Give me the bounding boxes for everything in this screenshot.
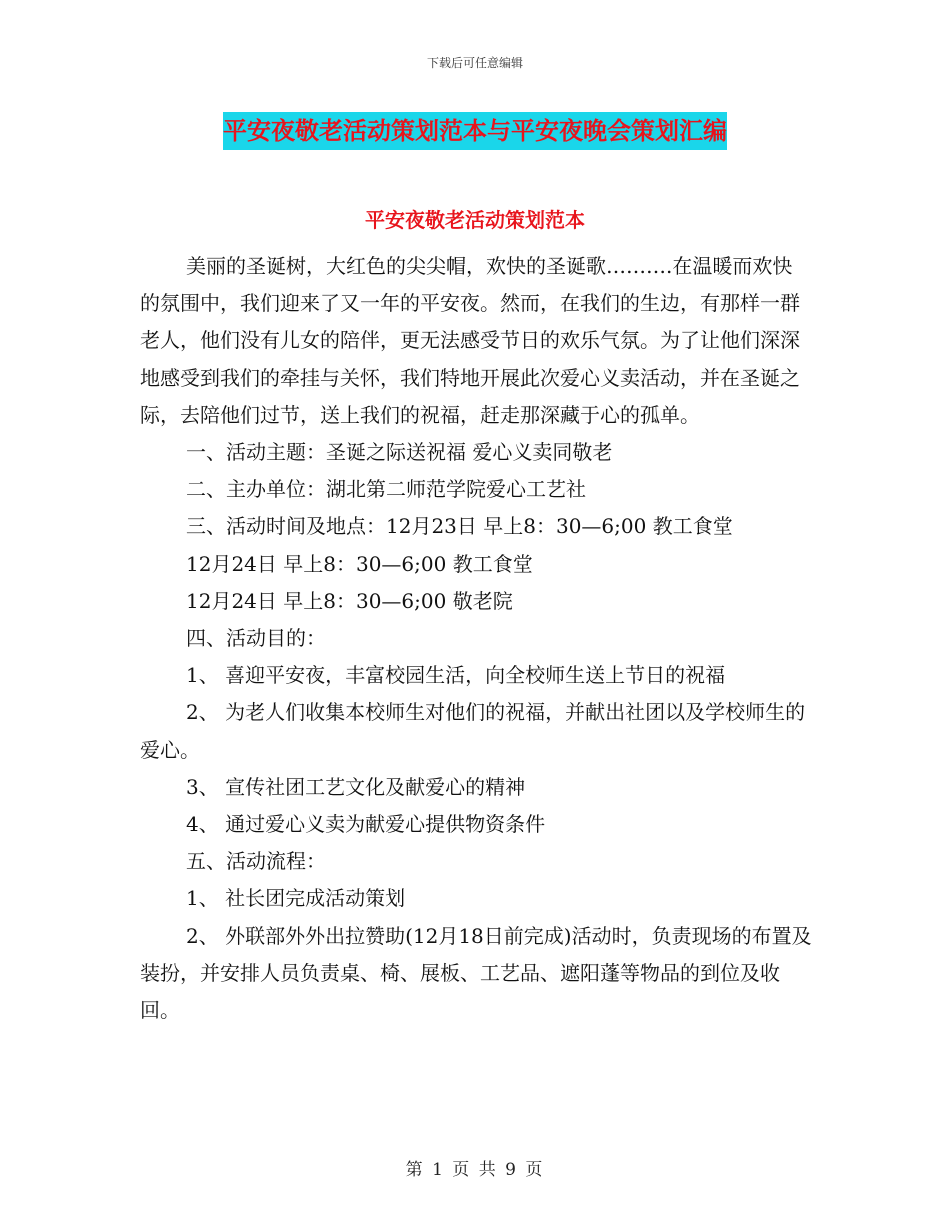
- paragraph-purpose-4: 4、 通过爱心义卖为献爱心提供物资条件: [186, 812, 546, 837]
- intro-paragraph: 美丽的圣诞树，大红色的尖尖帽，欢快的圣诞歌……….在温暖而欢快的氛围中，我们迎来了又一年的平安夜。然而，在我们的生边，有那样一群老人，他们没有儿女的陪伴，更无法感受节日的欢乐气氛。为了让他们深深地感受到我们的牵挂与关怀，我们特地开展此次爱心义卖活动，并在圣诞之际，去陪他们过节，送上我们的祝福，赶走那深藏于心的孤单。: [140, 254, 800, 427]
- paragraph-time-place-3: 12月24日 早上8：30—6;00 敬老院: [186, 588, 513, 613]
- paragraph-purpose-3: 3、 宣传社团工艺文化及献爱心的精神: [186, 774, 526, 799]
- paragraph-process-2: 2、 外联部外外出拉赞助(12月18日前完成)活动时，负责现场的布置及装扮，并安排人员负责桌、椅、展板、工艺品、遮阳蓬等物品的到位及收回。: [140, 923, 812, 1023]
- paragraph-theme: 一、活动主题：圣诞之际送祝福 爱心义卖同敬老: [186, 440, 613, 465]
- paragraph-process-heading: 五、活动流程：: [186, 849, 326, 874]
- section-title: 平安夜敬老活动策划范本: [365, 208, 585, 232]
- header-note: 下载后可任意编辑: [426, 56, 523, 70]
- document-title: 平安夜敬老活动策划范本与平安夜晚会策划汇编: [223, 112, 727, 150]
- document-body: [140, 248, 812, 1029]
- paragraph-time-place-2: 12月24日 早上8：30—6;00 教工食堂: [186, 551, 533, 576]
- paragraph-organizer: 二、主办单位：湖北第二师范学院爱心工艺社: [186, 477, 586, 502]
- paragraph-process-1: 1、 社长团完成活动策划: [186, 886, 406, 911]
- document-title-wrap: [0, 112, 950, 151]
- paragraph-purpose-heading: 四、活动目的：: [186, 626, 326, 651]
- page-footer: 第 1 页 共 9 页: [405, 1160, 545, 1180]
- paragraph-time-place: 三、活动时间及地点：12月23日 早上8：30—6;00 教工食堂: [186, 514, 733, 539]
- paragraph-purpose-2: 2、 为老人们收集本校师生对他们的祝福，并献出社团以及学校师生的爱心。: [140, 700, 806, 762]
- paragraph-purpose-1: 1、 喜迎平安夜，丰富校园生活，向全校师生送上节日的祝福: [186, 663, 726, 688]
